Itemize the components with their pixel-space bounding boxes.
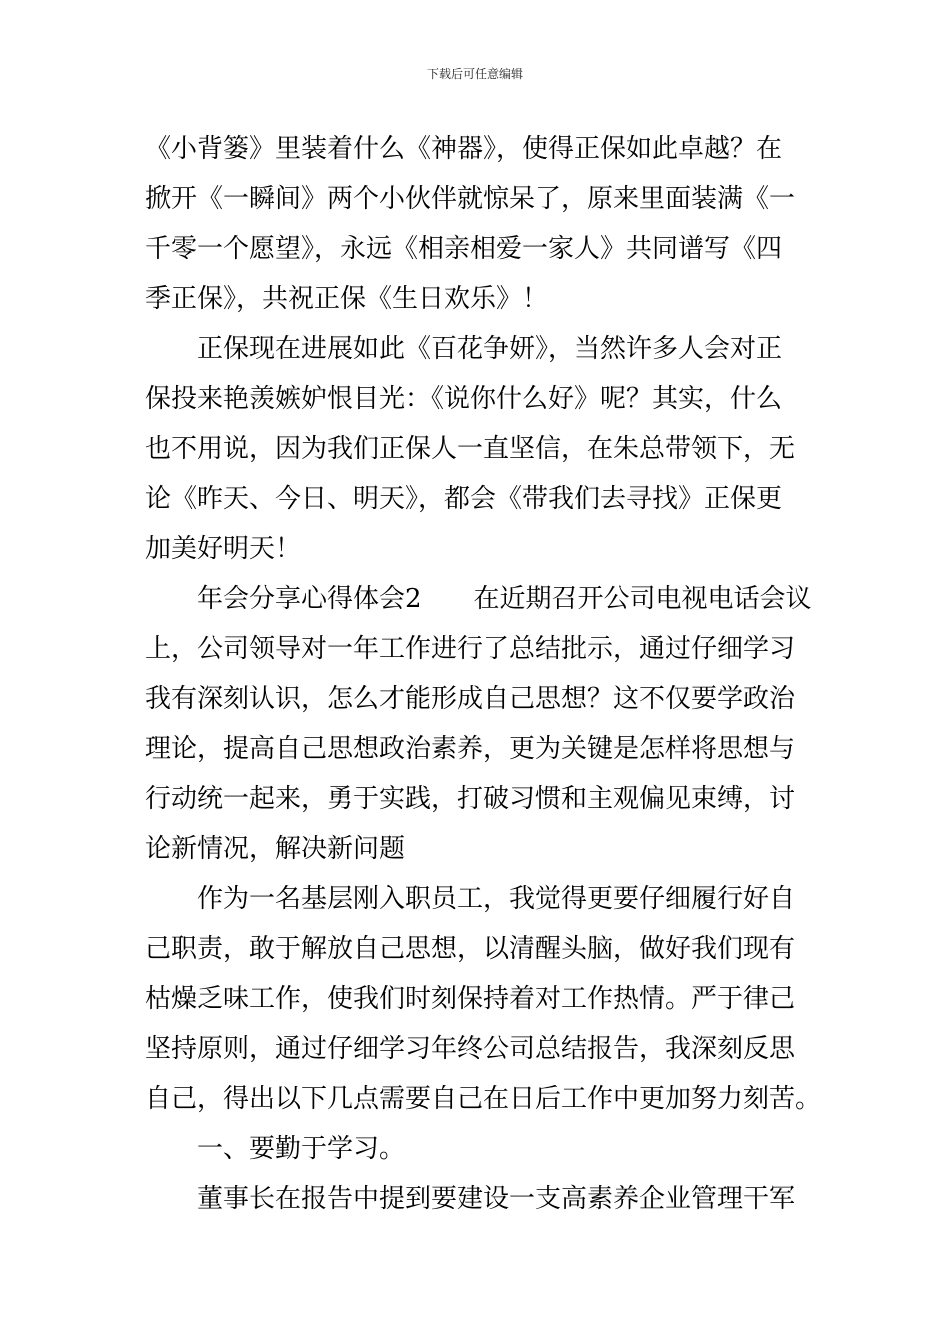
- text-line: 保投来艳羡嫉妒恨目光：《说你什么好》呢？其实，什么: [145, 384, 783, 414]
- text-line: 我有深刻认识，怎么才能形成自己思想？这不仅要学政治: [145, 684, 796, 714]
- text-line: 己职责，敢于解放自己思想，以清醒头脑，做好我们现有: [145, 934, 796, 964]
- section-heading-line: 年会分享心得体会2 在近期召开公司电视电话会议: [197, 584, 812, 614]
- text-line: 理论，提高自己思想政治素养，更为关键是怎样将思想与: [145, 734, 796, 764]
- text-line: 坚持原则，通过仔细学习年终公司总结报告，我深刻反思: [145, 1034, 796, 1064]
- text-line: 枯燥乏味工作，使我们时刻保持着对工作热情。严于律己: [145, 984, 796, 1014]
- paragraph-first-line: 董事长在报告中提到要建设一支高素养企业管理干军: [197, 1184, 796, 1214]
- list-heading-line: 一、要勤于学习。: [197, 1134, 406, 1164]
- paragraph-first-line: 作为一名基层刚入职员工，我觉得更要仔细履行好自: [197, 884, 796, 914]
- text-line: 季正保》，共祝正保《生日欢乐》！: [145, 284, 549, 314]
- text-line: 自己，得出以下几点需要自己在日后工作中更加努力刻苦。: [145, 1084, 822, 1114]
- text-line: 千零一个愿望》，永远《相亲相爱一家人》共同谱写《四: [145, 234, 783, 264]
- text-line: 论《昨天、今日、明天》，都会《带我们去寻找》正保更: [145, 484, 783, 514]
- text-line: 掀开《一瞬间》两个小伙伴就惊呆了，原来里面装满《一: [145, 184, 796, 214]
- text-line: 行动统一起来，勇于实践，打破习惯和主观偏见束缚，讨: [145, 784, 796, 814]
- text-line: 《小背篓》里装着什么《神器》，使得正保如此卓越？在: [145, 134, 783, 164]
- page-header: 下载后可任意编辑: [426, 67, 523, 81]
- document-body: [145, 124, 822, 1224]
- text-line: 加美好明天！: [145, 534, 302, 564]
- paragraph-first-line: 正保现在进展如此《百花争妍》，当然许多人会对正: [197, 334, 783, 364]
- text-line: 也不用说，因为我们正保人一直坚信，在朱总带领下，无: [145, 434, 796, 464]
- text-line: 论新情况，解决新问题: [145, 834, 406, 864]
- text-line: 上，公司领导对一年工作进行了总结批示，通过仔细学习: [145, 634, 796, 664]
